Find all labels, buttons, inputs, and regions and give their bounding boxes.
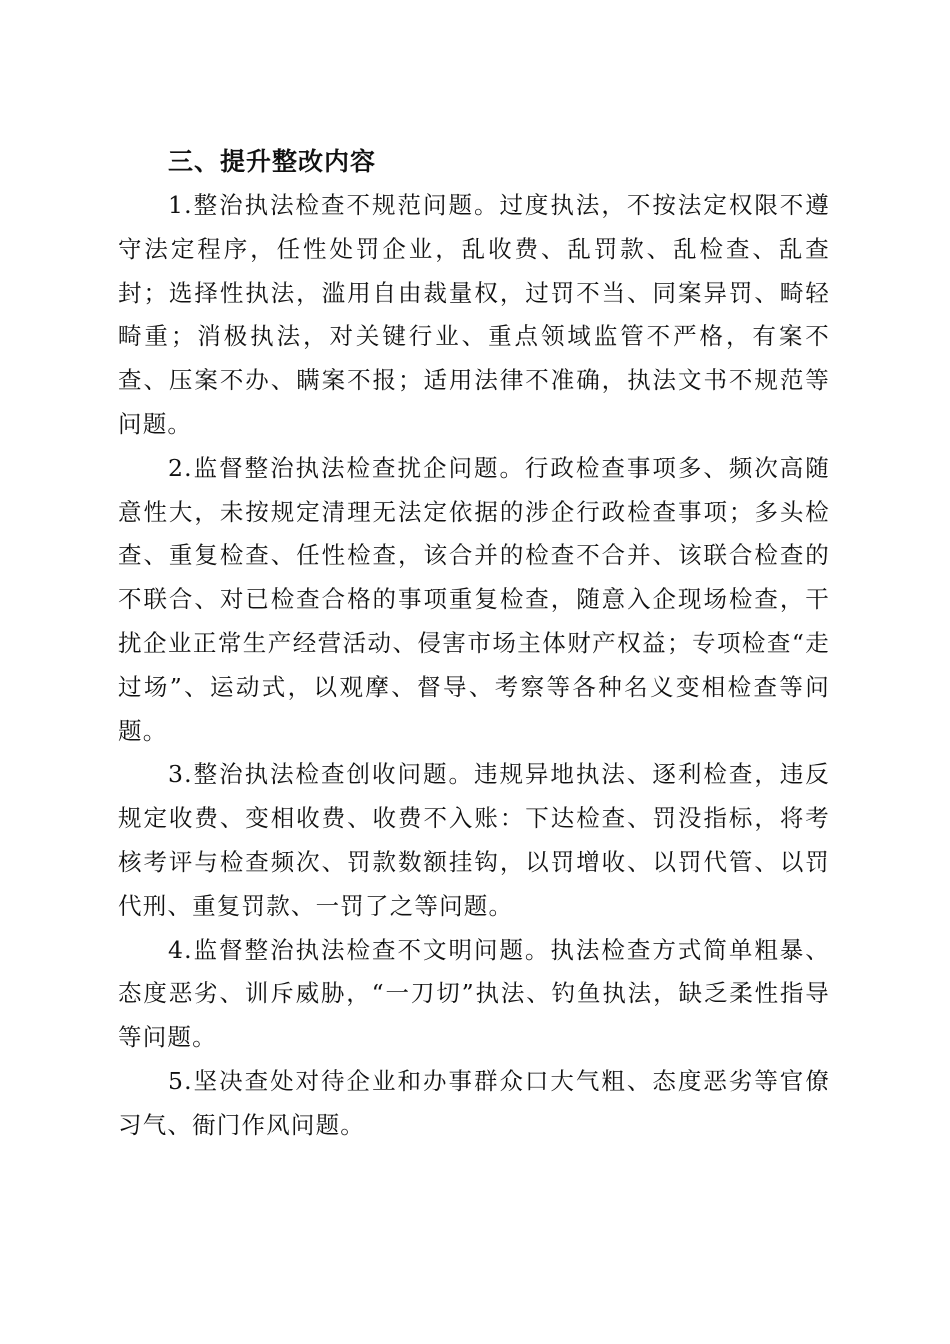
- paragraph-item-5: 5.坚决查处对待企业和办事群众口大气粗、态度恶劣等官僚习气、衙门作风问题。: [118, 1066, 830, 1139]
- paragraph-item-3: 3.整治执法检查创收问题。违规异地执法、逐利检查，违反规定收费、变相收费、收费不入账：下达检查、罚没指标，将考核考评与检查频次、罚款数额挂钩，以罚增收、以罚代管、以罚代刑、重复罚款、一罚了之等问题。: [118, 760, 830, 920]
- section-heading: 三、提升整改内容: [168, 147, 377, 176]
- paragraph-item-2: 2.监督整治执法检查扰企问题。行政检查事项多、频次高随意性大，未按规定清理无法定依据的涉企行政检查事项；多头检查、重复检查、任性检查，该合并的检查不合并、该联合检查的不联合、对已检查合格的事项重复检查，随意入企现场检查，干扰企业正常生产经营活动、侵害市场主体财产权益；专项检查“走过场”、运动式，以观摩、督导、考察等各种名义变相检查等问题。: [118, 453, 830, 745]
- paragraph-item-4: 4.监督整治执法检查不文明问题。执法检查方式简单粗暴、态度恶劣、训斥威胁，“一刀切”执法、钓鱼执法，缺乏柔性指导等问题。: [118, 935, 830, 1052]
- document-body: [118, 140, 830, 1148]
- paragraph-item-1: 1.整治执法检查不规范问题。过度执法，不按法定权限不遵守法定程序，任性处罚企业，乱收费、乱罚款、乱检查、乱查封；选择性执法，滥用自由裁量权，过罚不当、同案异罚、畸轻畸重；消极执法，对关键行业、重点领域监管不严格，有案不查、压案不办、瞒案不报；适用法律不准确，执法文书不规范等问题。: [118, 191, 830, 438]
